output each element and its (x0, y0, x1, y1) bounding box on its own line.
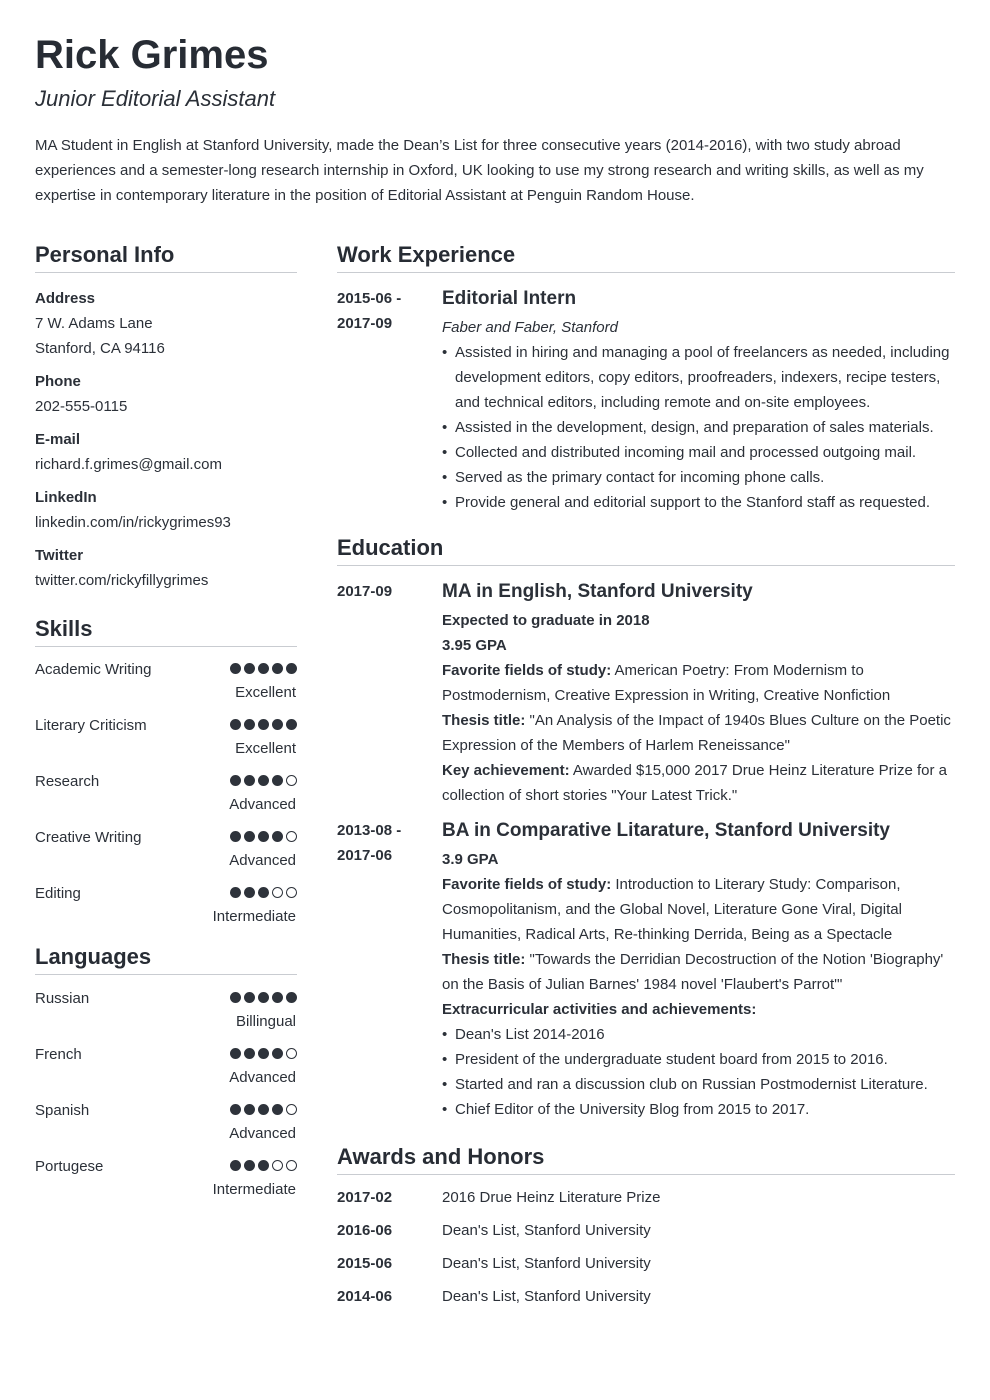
rating-dot-filled-icon (230, 719, 241, 730)
job-dates (337, 286, 432, 336)
award-row (337, 1185, 955, 1218)
award-name: 2016 Drue Heinz Literature Prize (442, 1189, 661, 1206)
skill-rating-dots (230, 775, 297, 786)
rating-dot-filled-icon (230, 663, 241, 674)
ba-dates (337, 818, 432, 868)
ma-date: 2017-09 (337, 583, 393, 600)
ba-date-start: 2013-08 - (337, 822, 402, 839)
rating-dot-filled-icon (258, 1160, 269, 1171)
language-row (35, 987, 297, 1043)
linkedin-label: LinkedIn (35, 489, 97, 506)
rating-dot-filled-icon (258, 1048, 269, 1059)
skill-level: Excellent (235, 740, 296, 757)
award-name: Dean's List, Stanford University (442, 1255, 651, 1272)
language-row (35, 1155, 297, 1211)
ma-fields-value: American Poetry: From Modernism to Postmodernism, Creative Expression in Writing, Creative Nonfiction (442, 662, 891, 704)
rating-dot-filled-icon (272, 992, 283, 1003)
skill-name: Academic Writing (35, 661, 152, 678)
ba-extra-item: • Started and ran a discussion club on Russian Postmodernist Literature. (442, 1072, 955, 1097)
rating-dot-filled-icon (272, 663, 283, 674)
skills-list (35, 658, 297, 938)
ba-fields (442, 872, 955, 947)
language-name: Russian (35, 990, 90, 1007)
rating-dot-filled-icon (244, 1160, 255, 1171)
rating-dot-filled-icon (230, 887, 241, 898)
language-level: Intermediate (212, 1181, 296, 1198)
education-heading: Education (337, 533, 955, 566)
awards-list (337, 1185, 955, 1317)
rating-dot-empty-icon (286, 1048, 297, 1059)
rating-dot-empty-icon (286, 831, 297, 842)
rating-dot-filled-icon (230, 992, 241, 1003)
rating-dot-filled-icon (258, 719, 269, 730)
languages-heading: Languages (35, 942, 297, 975)
email-label: E-mail (35, 431, 81, 448)
twitter-value[interactable]: twitter.com/rickyfillygrimes (35, 572, 209, 589)
rating-dot-filled-icon (286, 719, 297, 730)
skill-level: Advanced (229, 852, 296, 869)
rating-dot-empty-icon (272, 887, 283, 898)
ba-extra-label: Extracurricular activities and achievements: (442, 1001, 757, 1018)
ba-extra-item: • President of the undergraduate student board from 2015 to 2016. (442, 1047, 955, 1072)
skill-level: Advanced (229, 796, 296, 813)
address-line-2: Stanford, CA 94116 (35, 340, 165, 357)
job-entry (337, 286, 955, 515)
rating-dot-filled-icon (244, 775, 255, 786)
ma-fields (442, 658, 955, 708)
skill-rating-dots (230, 719, 297, 730)
email-block (35, 427, 297, 477)
twitter-label: Twitter (35, 547, 84, 564)
ma-achievement-label: Key achievement: (442, 762, 570, 779)
job-bullet: • Served as the primary contact for incoming phone calls. (442, 465, 955, 490)
ma-thesis (442, 708, 955, 758)
email-value[interactable]: richard.f.grimes@gmail.com (35, 456, 222, 473)
rating-dot-empty-icon (286, 1160, 297, 1171)
rating-dot-filled-icon (258, 663, 269, 674)
candidate-name: Rick Grimes (35, 33, 269, 77)
language-rating-dots (230, 1160, 297, 1171)
phone-label: Phone (35, 373, 81, 390)
education-entry-ba (337, 818, 955, 1122)
language-name: Portugese (35, 1158, 104, 1175)
ma-thesis-label: Thesis title: (442, 712, 526, 729)
address-label: Address (35, 290, 96, 307)
address-line-1: 7 W. Adams Lane (35, 315, 153, 332)
skill-level: Intermediate (212, 908, 296, 925)
ma-body (442, 579, 955, 808)
ba-body (442, 818, 955, 1122)
rating-dot-filled-icon (272, 831, 283, 842)
job-company: Faber and Faber, Stanford (442, 319, 618, 336)
rating-dot-filled-icon (244, 831, 255, 842)
rating-dot-empty-icon (286, 887, 297, 898)
rating-dot-filled-icon (258, 775, 269, 786)
work-experience-heading: Work Experience (337, 240, 955, 273)
languages-list (35, 987, 297, 1211)
skill-name: Research (35, 773, 100, 790)
phone-value: 202-555-0115 (35, 398, 128, 415)
rating-dot-filled-icon (230, 1048, 241, 1059)
rating-dot-filled-icon (244, 719, 255, 730)
language-level: Billingual (235, 1013, 296, 1030)
rating-dot-filled-icon (286, 992, 297, 1003)
rating-dot-empty-icon (272, 1160, 283, 1171)
rating-dot-filled-icon (230, 1160, 241, 1171)
ba-thesis-label: Thesis title: (442, 951, 526, 968)
skills-heading: Skills (35, 614, 297, 647)
candidate-title: Junior Editorial Assistant (35, 86, 276, 111)
job-bullet: • Assisted in the development, design, and preparation of sales materials. (442, 415, 955, 440)
rating-dot-filled-icon (230, 831, 241, 842)
language-rating-dots (230, 1048, 297, 1059)
skill-level: Excellent (235, 684, 296, 701)
rating-dot-filled-icon (272, 1104, 283, 1115)
award-row (337, 1284, 955, 1317)
ma-achievement (442, 758, 955, 808)
ba-thesis (442, 947, 955, 997)
job-bullet: • Assisted in hiring and managing a pool of freelancers as needed, including development editors, copy editors, proofreaders, indexers, recipe testers, and technical editors, including remote and on-site employees. (442, 340, 955, 415)
ma-thesis-value: "An Analysis of the Impact of 1940s Blues Culture on the Poetic Expression of the Members of Harlem Reneissance" (442, 712, 951, 754)
award-row (337, 1218, 955, 1251)
award-name: Dean's List, Stanford University (442, 1288, 651, 1305)
rating-dot-filled-icon (272, 1048, 283, 1059)
skill-row (35, 882, 297, 938)
skill-row (35, 714, 297, 770)
language-row (35, 1043, 297, 1099)
ma-title: MA in English, Stanford University (442, 581, 753, 602)
language-level: Advanced (229, 1125, 296, 1142)
rating-dot-filled-icon (286, 663, 297, 674)
skill-name: Editing (35, 885, 81, 902)
phone-block (35, 369, 297, 419)
language-row (35, 1099, 297, 1155)
rating-dot-filled-icon (244, 663, 255, 674)
rating-dot-filled-icon (258, 887, 269, 898)
skill-row (35, 658, 297, 714)
address-block (35, 286, 297, 361)
resume-header (35, 30, 955, 208)
ba-extra-item: • Dean's List 2014-2016 (442, 1022, 955, 1047)
ba-extra-item: • Chief Editor of the University Blog from 2015 to 2017. (442, 1097, 955, 1122)
personal-info-heading: Personal Info (35, 240, 297, 273)
skill-rating-dots (230, 887, 297, 898)
ba-date-end: 2017-06 (337, 847, 393, 864)
skill-row (35, 826, 297, 882)
job-title: Editorial Intern (442, 288, 577, 309)
language-rating-dots (230, 1104, 297, 1115)
award-name: Dean's List, Stanford University (442, 1222, 651, 1239)
skill-rating-dots (230, 831, 297, 842)
rating-dot-filled-icon (258, 992, 269, 1003)
ba-fields-label: Favorite fields of study: (442, 876, 612, 893)
ba-fields-value: Introduction to Literary Study: Comparison, Cosmopolitanism, and the Global Novel, Literature Gone Viral, Digital Humanities, Radical Arts, Re-thinking Derrida, Being as a Spectacle (442, 876, 902, 943)
ma-fields-label: Favorite fields of study: (442, 662, 612, 679)
rating-dot-filled-icon (244, 1048, 255, 1059)
left-column (35, 240, 297, 1211)
job-date-start: 2015-06 - (337, 290, 402, 307)
skill-rating-dots (230, 663, 297, 674)
linkedin-value[interactable]: linkedin.com/in/rickygrimes93 (35, 514, 231, 531)
skill-name: Creative Writing (35, 829, 142, 846)
rating-dot-filled-icon (230, 1104, 241, 1115)
rating-dot-filled-icon (244, 1104, 255, 1115)
ba-thesis-value: "Towards the Derridian Decostruction of the Notion 'Biography' on the Basis of Julian Barnes' 1984 novel 'Flaubert's Parrot'" (442, 951, 944, 993)
award-row (337, 1251, 955, 1284)
ma-achievement-value: Awarded $15,000 2017 Drue Heinz Literature Prize for a collection of short stories "Your Latest Trick." (442, 762, 948, 804)
job-bullet: • Collected and distributed incoming mail and processed outgoing mail. (442, 440, 955, 465)
right-column (337, 240, 955, 1317)
job-body (442, 286, 955, 515)
language-rating-dots (230, 992, 297, 1003)
rating-dot-empty-icon (286, 775, 297, 786)
job-date-end: 2017-09 (337, 315, 393, 332)
summary-paragraph: MA Student in English at Stanford University, made the Dean’s List for three consecutive years (2014-2016), with two study abroad experiences and a semester-long research internship in Oxford, UK looking to use my strong research and writing skills, as well as my expertise in contemporary literature in the position of Editorial Assistant at Penguin Random House. (35, 137, 924, 204)
language-name: French (35, 1046, 82, 1063)
language-name: Spanish (35, 1102, 90, 1119)
rating-dot-filled-icon (258, 1104, 269, 1115)
linkedin-block (35, 485, 297, 535)
skill-name: Literary Criticism (35, 717, 147, 734)
ba-gpa: 3.9 GPA (442, 851, 499, 868)
award-date: 2017-02 (337, 1189, 393, 1206)
language-level: Advanced (229, 1069, 296, 1086)
rating-dot-filled-icon (230, 775, 241, 786)
ma-gpa: 3.95 GPA (442, 637, 507, 654)
twitter-block (35, 543, 297, 593)
ba-title: BA in Comparative Litarature, Stanford University (442, 820, 891, 841)
rating-dot-filled-icon (272, 719, 283, 730)
education-entry-ma (337, 579, 955, 808)
award-date: 2015-06 (337, 1255, 393, 1272)
rating-dot-filled-icon (272, 775, 283, 786)
skill-row (35, 770, 297, 826)
job-bullet: • Provide general and editorial support to the Stanford staff as requested. (442, 490, 955, 515)
rating-dot-filled-icon (244, 992, 255, 1003)
award-date: 2016-06 (337, 1222, 393, 1239)
ma-expected: Expected to graduate in 2018 (442, 612, 650, 629)
rating-dot-filled-icon (258, 831, 269, 842)
award-date: 2014-06 (337, 1288, 393, 1305)
rating-dot-empty-icon (286, 1104, 297, 1115)
awards-heading: Awards and Honors (337, 1142, 955, 1175)
rating-dot-filled-icon (244, 887, 255, 898)
